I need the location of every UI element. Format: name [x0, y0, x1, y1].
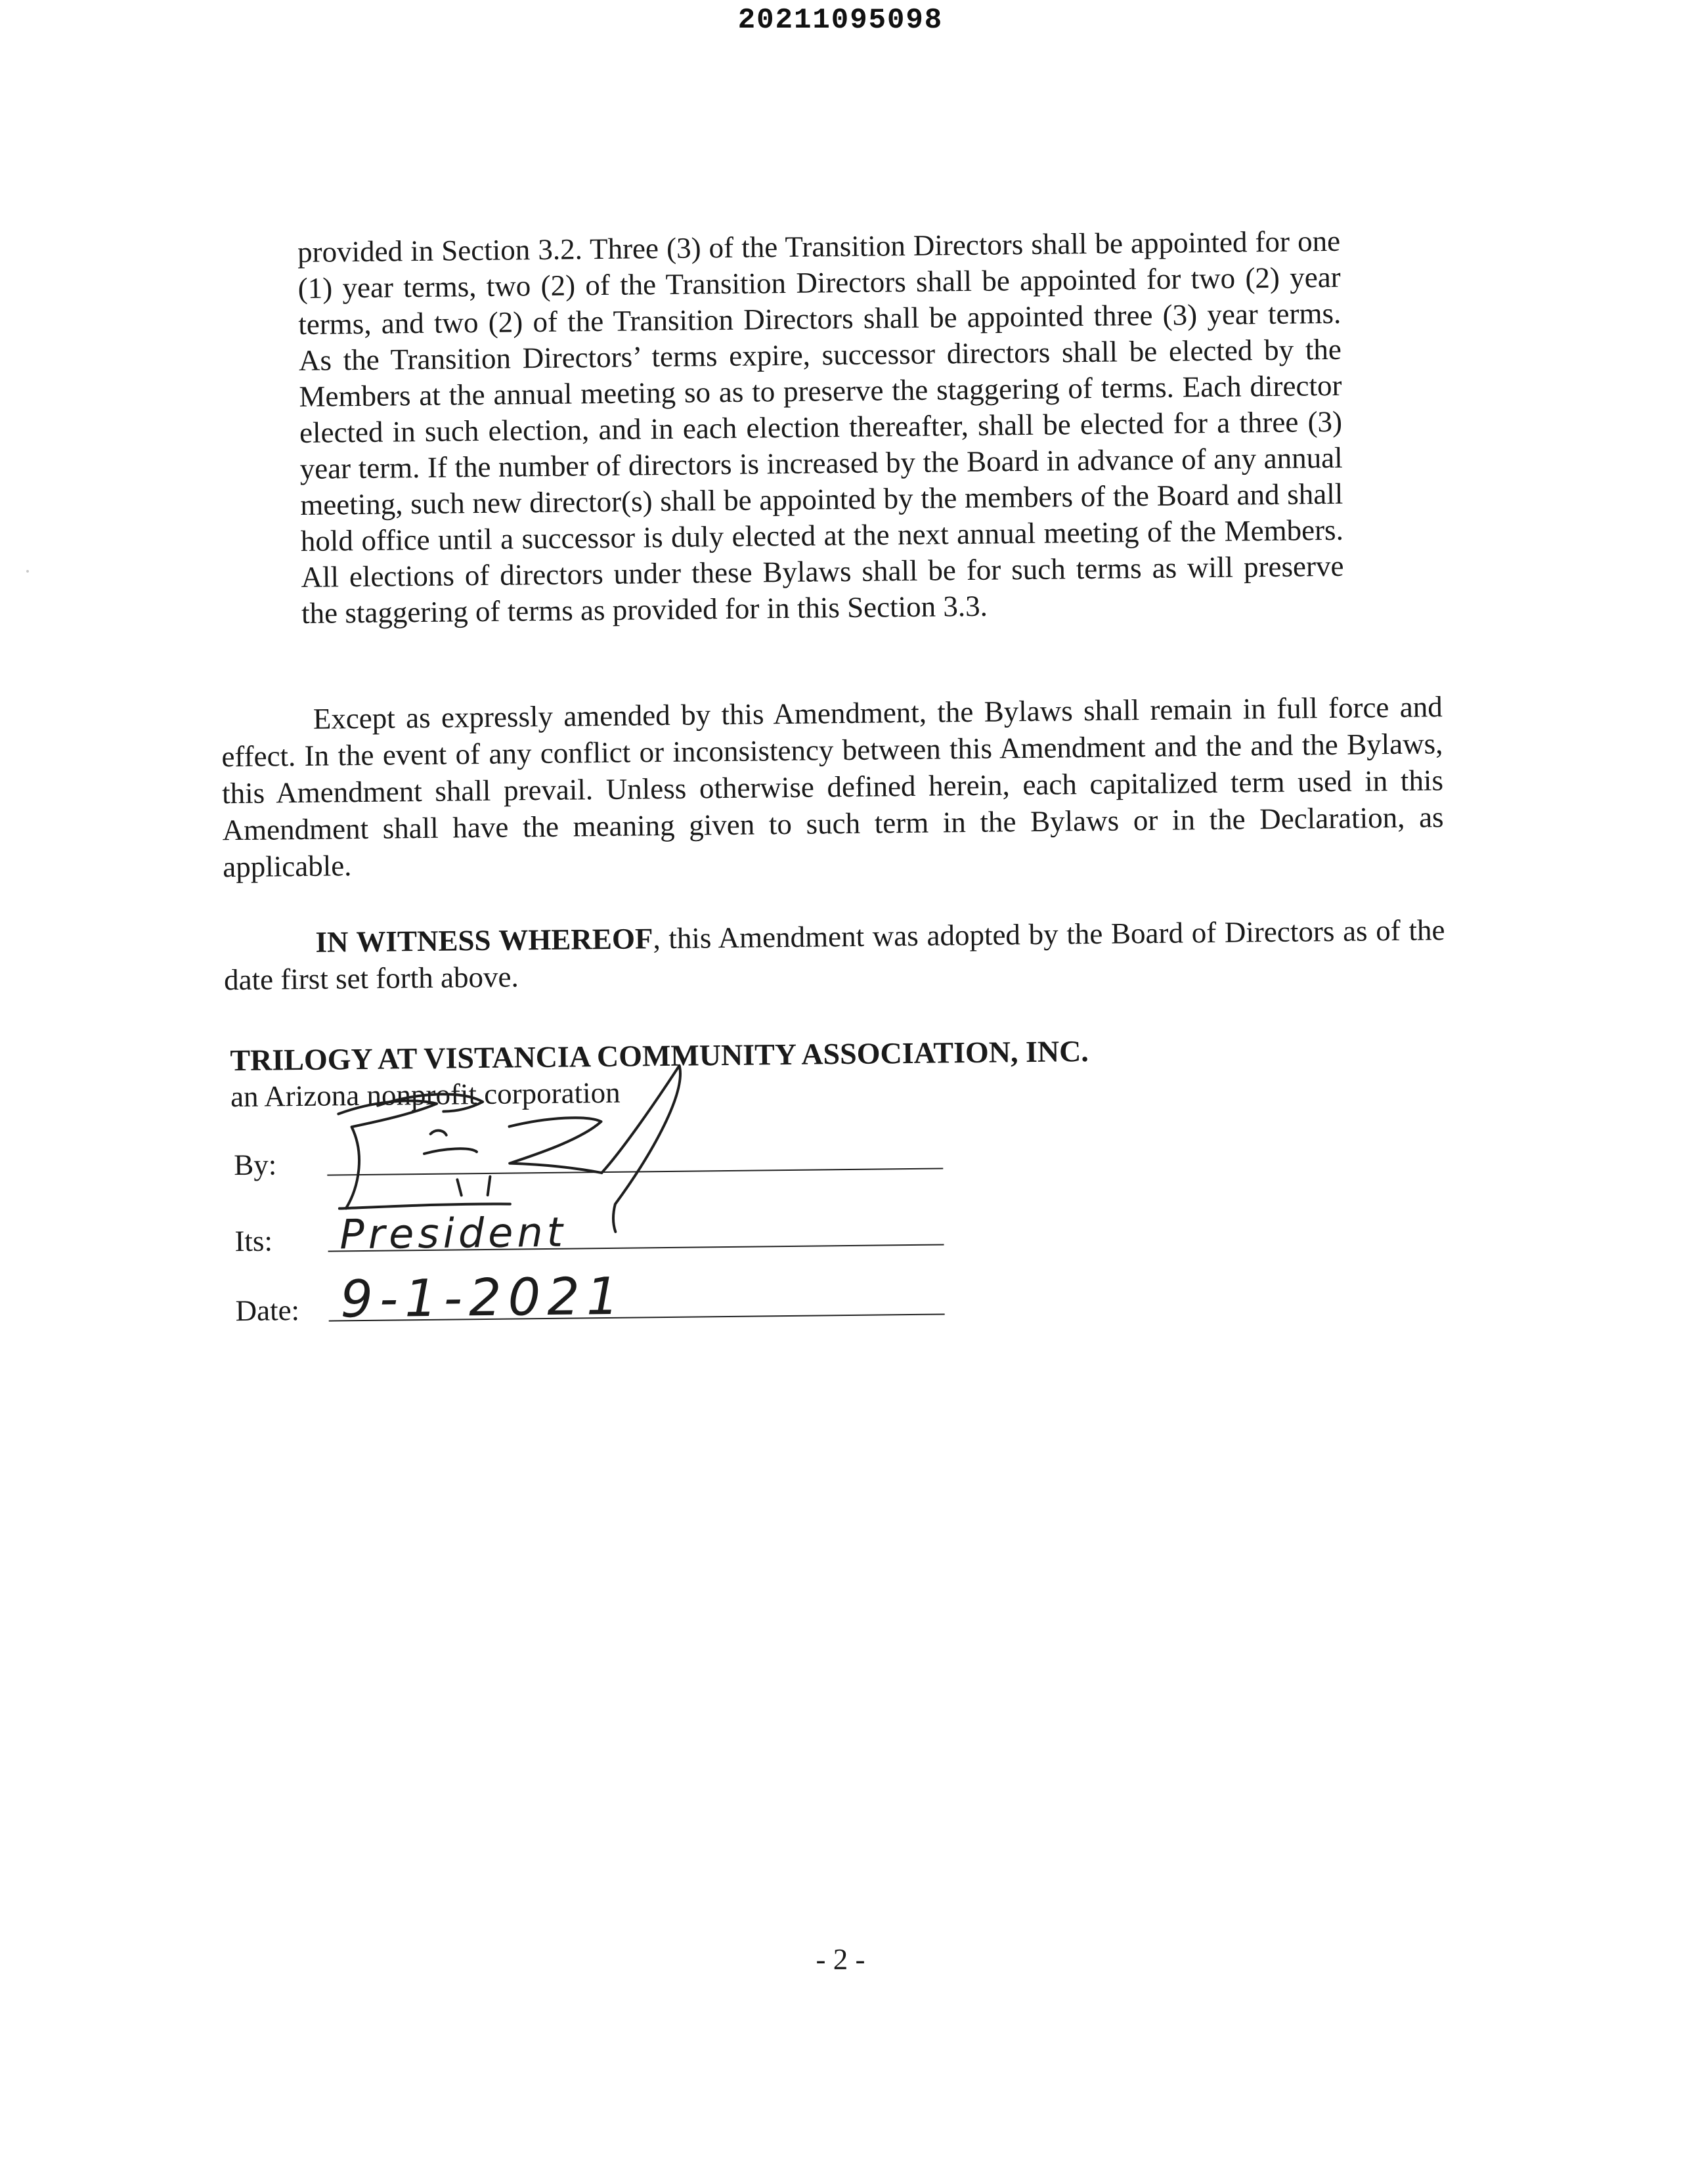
except-as-amended-text: Except as expressly amended by this Amendment, the Bylaws shall remain in full force and effect. In the event of any conflict or inconsistency between this Amendment and the and the Bylaws, this Amendment shall prevail. Unless otherwise defined herein, each capitalized term used in this Amendment shall have the meaning given to such term in the Bylaws or in the Declaration, as applicable.	[221, 690, 1444, 884]
page-number: - 2 -	[816, 1943, 865, 1976]
handwritten-signature	[311, 1052, 720, 1240]
witness-rest: , this Amendment was adopted by the Board of Directors as of the date first set forth above.	[223, 913, 1445, 997]
date-handwritten-value: 9-1-2021	[339, 1267, 626, 1330]
recording-number: 20211095098	[737, 4, 944, 37]
association-name: TRILOGY AT VISTANCIA COMMUNITY ASSOCIATION, INC.	[230, 1034, 1089, 1078]
its-handwritten-value: President	[339, 1208, 567, 1259]
date-label: Date:	[235, 1294, 300, 1328]
witness-lead: IN WITNESS WHEREOF	[315, 922, 653, 959]
by-label: By:	[233, 1148, 277, 1182]
signature-date-row	[235, 1267, 945, 1330]
except-as-amended-paragraph	[221, 688, 1445, 885]
in-witness-whereof-paragraph	[223, 911, 1445, 998]
association-type: an Arizona nonprofit corporation	[230, 1076, 621, 1114]
section-3-3-continued-text: provided in Section 3.2. Three (3) of the Transition Directors shall be appointed for one (1) year terms, two (2) of the Transition Directors shall be appointed for two (2) year terms, and two (2) of the Transition Directors shall be appointed three (3) year terms. As the Transition Directors’ terms expire, successor directors shall be elected by the Members at the annual meeting so as to preserve the staggering of terms. Each director elected in such election, and in each election thereafter, shall be elected for a three (3) year term. If the number of directors is increased by the Board in advance of any annual meeting, such new director(s) shall be appointed by the members of the Board and shall hold office until a successor is duly elected at the next annual meeting of the Members. All elections of directors under these Bylaws shall be for such terms as will preserve the staggering of terms as provided for in this Section 3.3.	[297, 224, 1344, 630]
its-label: Its:	[234, 1224, 273, 1258]
